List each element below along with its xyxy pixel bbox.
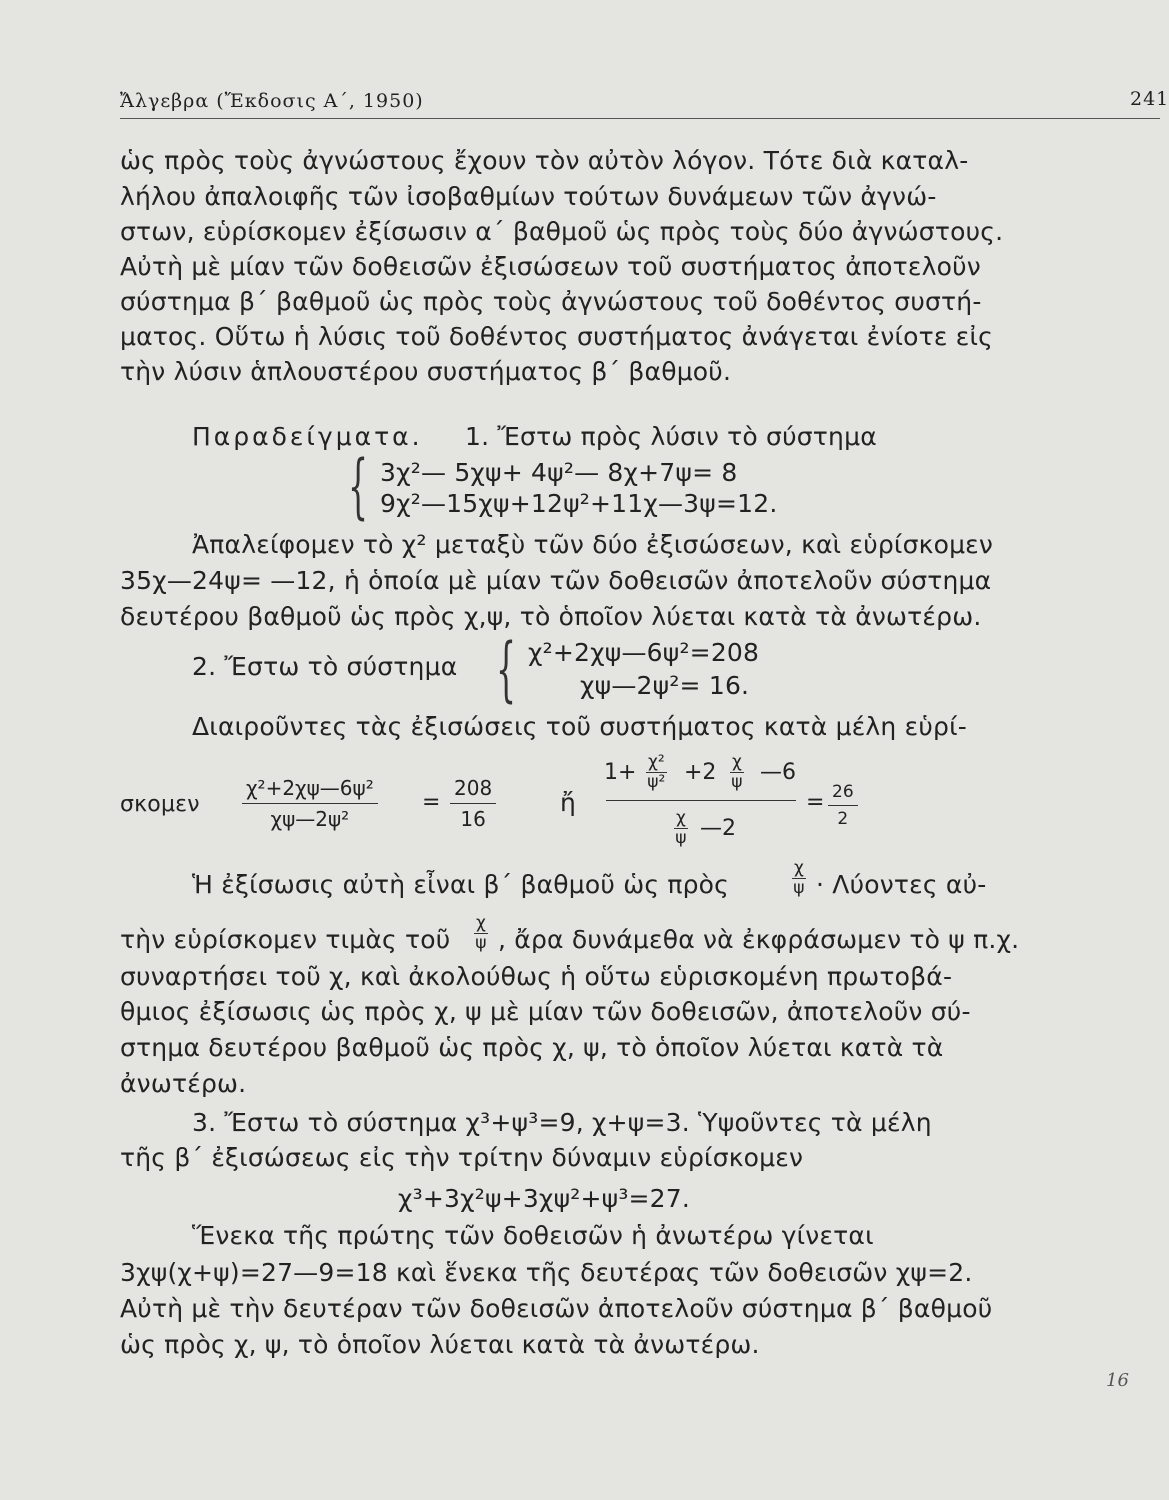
numerator: χ bbox=[794, 858, 804, 878]
numerator: χ²+2χψ—6ψ² bbox=[242, 776, 378, 804]
equation: 3χ²— 5χψ+ 4ψ²— 8χ+7ψ= 8 bbox=[380, 458, 738, 487]
denominator: 2 bbox=[837, 809, 849, 829]
page-number: 241 bbox=[1130, 88, 1169, 110]
text-line: ἀνωτέρω. bbox=[120, 1069, 247, 1098]
text-line: Ἀπαλείφομεν τὸ χ² μεταξὺ τῶν δύο ἐξισώσεων, καὶ εὑρίσκομεν bbox=[192, 530, 994, 559]
numerator: χ bbox=[476, 913, 486, 933]
denominator: ψ bbox=[731, 772, 743, 792]
denominator: 16 bbox=[460, 807, 486, 831]
examples-heading: Παραδείγματα. bbox=[192, 422, 423, 451]
math-term: —6 bbox=[760, 760, 796, 785]
text-line: · Λύοντες αὐ- bbox=[816, 870, 987, 899]
text-line: τὴν λύσιν ἁπλουστέρου συστήματος β΄ βαθμοῦ. bbox=[120, 357, 732, 386]
text-line: δευτέρου βαθμοῦ ὡς πρὸς χ,ψ, τὸ ὁποῖον λύεται κατὰ τὰ ἀνωτέρω. bbox=[120, 602, 982, 631]
numerator: χ bbox=[676, 808, 686, 828]
text-line: τῆς β΄ ἐξισώσεως εἰς τὴν τρίτην δύναμιν εὑρίσκομεν bbox=[120, 1143, 804, 1172]
equation: χ²+2χψ—6ψ²=208 bbox=[528, 638, 760, 667]
numerator: 26 bbox=[828, 782, 858, 806]
math-term: 1+ bbox=[604, 760, 637, 785]
text-line: Διαιροῦντες τὰς ἐξισώσεις τοῦ συστήματος κατὰ μέλη εὑρί- bbox=[192, 712, 967, 741]
inline-fraction bbox=[674, 810, 688, 847]
header-rule bbox=[120, 118, 1160, 119]
fraction bbox=[242, 776, 378, 831]
denominator: χψ—2ψ² bbox=[270, 807, 350, 831]
text-line: 3χψ(χ+ψ)=27—9=18 καὶ ἕνεκα τῆς δευτέρας τῶν δοθεισῶν χψ=2. bbox=[120, 1258, 973, 1287]
denominator: ψ² bbox=[647, 772, 666, 792]
text-word: ἤ bbox=[560, 788, 577, 817]
denominator: ψ bbox=[475, 933, 487, 953]
text-line: ματος. Οὕτω ἡ λύσις τοῦ δοθέντος συστήματος ἀνάγεται ἐνίοτε εἰς bbox=[120, 322, 994, 351]
equals-sign: = bbox=[422, 790, 441, 815]
text-line: στων, εὑρίσκομεν ἐξίσωσιν α΄ βαθμοῦ ὡς πρὸς τοὺς δύο ἀγνώστους. bbox=[120, 217, 1004, 246]
inline-fraction bbox=[474, 915, 488, 952]
inline-fraction bbox=[646, 754, 667, 791]
text-line: , ἄρα δυνάμεθα νὰ ἐκφράσωμεν τὸ ψ π.χ. bbox=[498, 925, 1020, 954]
equation: χ³+3χ²ψ+3χψ²+ψ³=27. bbox=[398, 1184, 691, 1213]
numerator: χ² bbox=[648, 752, 665, 772]
text-line: Αὐτὴ μὲ μίαν τῶν δοθεισῶν ἐξισώσεων τοῦ συστήματος ἀποτελοῦν bbox=[120, 252, 981, 281]
text-line: Αὐτὴ μὲ τὴν δευτέραν τῶν δοθεισῶν ἀποτελοῦν σύστημα β΄ βαθμοῦ bbox=[120, 1294, 993, 1323]
fraction bbox=[828, 782, 858, 829]
denominator: ψ bbox=[793, 878, 805, 898]
example2-intro: 2. Ἔστω τὸ σύστημα bbox=[192, 652, 458, 681]
signature-mark: 16 bbox=[1106, 1370, 1129, 1391]
fraction-bar bbox=[606, 800, 796, 801]
text-line: σύστημα β΄ βαθμοῦ ὡς πρὸς τοὺς ἀγνώστους τοῦ δοθέντος συστή- bbox=[120, 287, 982, 316]
math-term: —2 bbox=[700, 816, 736, 841]
fraction bbox=[450, 776, 496, 831]
equals-sign: = bbox=[806, 790, 825, 815]
math-term: +2 bbox=[684, 760, 717, 785]
equation: χψ—2ψ²= 16. bbox=[580, 671, 750, 700]
denominator: ψ bbox=[675, 828, 687, 848]
text-word: σκομεν bbox=[120, 792, 200, 817]
inline-fraction bbox=[730, 754, 744, 791]
text-line: ὡς πρὸς τοὺς ἀγνώστους ἔχουν τὸν αὐτὸν λόγον. Τότε διὰ καταλ- bbox=[120, 146, 969, 175]
system-brace: { bbox=[496, 628, 517, 710]
text-line: Ἕνεκα τῆς πρώτης τῶν δοθεισῶν ἡ ἀνωτέρω γίνεται bbox=[192, 1221, 874, 1250]
text-line: 3. Ἔστω τὸ σύστημα χ³+ψ³=9, χ+ψ=3. Ὑψοῦντες τὰ μέλη bbox=[192, 1108, 932, 1137]
text-line: στημα δευτέρου βαθμοῦ ὡς πρὸς χ, ψ, τὸ ὁποῖον λύεται κατὰ τὰ bbox=[120, 1033, 944, 1062]
example1-intro: 1. Ἔστω πρὸς λύσιν τὸ σύστημα bbox=[465, 422, 877, 451]
text-line: Ἡ ἐξίσωσις αὐτὴ εἶναι β΄ βαθμοῦ ὡς πρὸς bbox=[192, 870, 730, 899]
numerator: χ bbox=[732, 752, 742, 772]
text-line: ὡς πρὸς χ, ψ, τὸ ὁποῖον λύεται κατὰ τὰ ἀνωτέρω. bbox=[120, 1330, 760, 1359]
numerator: 208 bbox=[450, 776, 496, 804]
system-brace: { bbox=[348, 445, 369, 527]
text-line: θμιος ἐξίσωσις ὡς πρὸς χ, ψ μὲ μίαν τῶν δοθεισῶν, ἀποτελοῦν σύ- bbox=[120, 997, 971, 1026]
inline-fraction bbox=[792, 860, 806, 897]
running-header-title: Ἄλγεβρα (Ἔκδοσις Α΄, 1950) bbox=[120, 90, 424, 112]
text-line: λήλου ἀπαλοιφῆς τῶν ἰσοβαθμίων τούτων δυνάμεων τῶν ἀγνώ- bbox=[120, 182, 937, 211]
text-line: συναρτήσει τοῦ χ, καὶ ἀκολούθως ἡ οὕτω εὑρισκομένη πρωτοβά- bbox=[120, 962, 953, 991]
equation: 9χ²—15χψ+12ψ²+11χ—3ψ=12. bbox=[380, 489, 778, 518]
text-line: 35χ—24ψ= —12, ἡ ὁποία μὲ μίαν τῶν δοθεισῶν ἀποτελοῦν σύστημα bbox=[120, 566, 992, 595]
text-line: τὴν εὑρίσκομεν τιμὰς τοῦ bbox=[120, 925, 451, 954]
